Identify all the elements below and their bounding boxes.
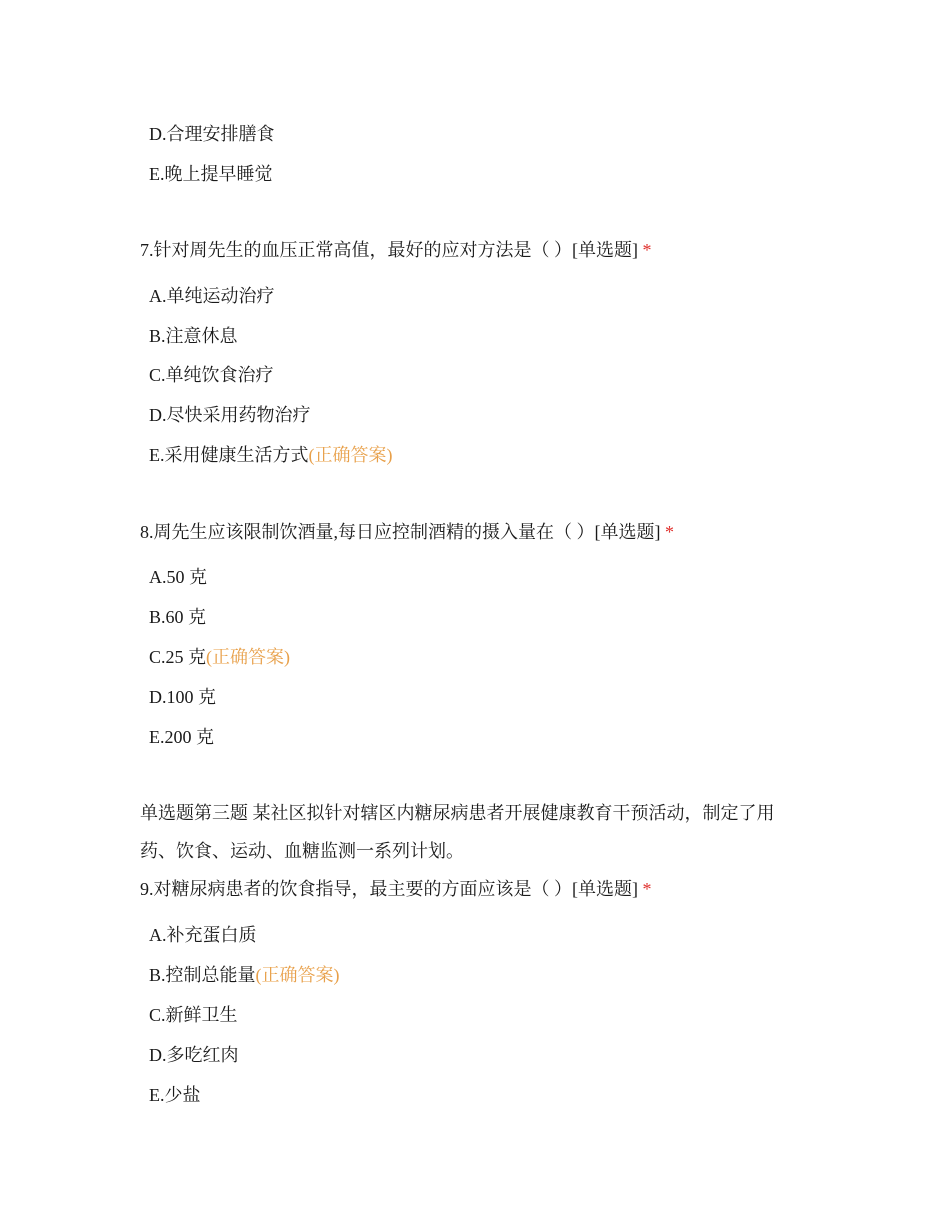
option-q7-a [149,284,275,308]
option-label: D.多吃红肉 [149,1045,239,1065]
option-q8-c [149,645,290,669]
question-text: 9.对糖尿病患者的饮食指导，最主要的方面应该是（ ）[单选题] [140,879,638,899]
question-8-title [140,520,674,544]
option-q7-d [149,403,311,427]
option-prev-d [149,122,275,146]
option-label: C.25 克 [149,647,207,667]
option-q9-e [149,1083,201,1107]
question-text: 8.周先生应该限制饮酒量,每日应控制酒精的摄入量在（ ）[单选题] [140,522,661,542]
question-7-title [140,238,652,262]
option-q8-b [149,605,206,629]
option-q8-d [149,685,216,709]
case-stem-line-2 [140,839,464,863]
option-q7-c [149,363,274,387]
option-label: E.晚上提早睡觉 [149,164,273,184]
option-q7-b [149,324,238,348]
option-prev-e [149,162,273,186]
option-q9-b [149,963,340,987]
option-label: B.注意休息 [149,326,238,346]
option-label: D.100 克 [149,687,216,707]
option-q9-c [149,1003,238,1027]
question-text: 7.针对周先生的血压正常高值，最好的应对方法是（ ）[单选题] [140,240,638,260]
correct-answer-tag: (正确答案) [308,445,393,465]
option-label: E.采用健康生活方式 [149,445,309,465]
case-stem-line-1 [140,801,775,825]
option-label: C.单纯饮食治疗 [149,365,274,385]
option-label: E.200 克 [149,727,214,747]
option-label: E.少盐 [149,1085,201,1105]
option-label: C.新鲜卫生 [149,1005,238,1025]
option-label: D.尽快采用药物治疗 [149,405,311,425]
option-label: B.控制总能量 [149,965,256,985]
option-q7-e [149,443,393,467]
option-q8-a [149,565,207,589]
required-asterisk: * [642,240,652,260]
option-label: A.50 克 [149,567,207,587]
option-q9-d [149,1043,239,1067]
option-q8-e [149,725,214,749]
question-9-title [140,877,652,901]
option-label: B.60 克 [149,607,207,627]
option-label: A.补充蛋白质 [149,925,257,945]
required-asterisk: * [665,522,674,542]
correct-answer-tag: (正确答案) [206,647,291,667]
option-label: D.合理安排膳食 [149,124,275,144]
correct-answer-tag: (正确答案) [255,965,340,985]
option-label: A.单纯运动治疗 [149,286,275,306]
case-stem-text: 单选题第三题 某社区拟针对辖区内糖尿病患者开展健康教育干预活动，制定了用 [140,803,775,823]
option-q9-a [149,923,257,947]
required-asterisk: * [642,879,652,899]
case-stem-text: 药、饮食、运动、血糖监测一系列计划。 [140,841,464,861]
